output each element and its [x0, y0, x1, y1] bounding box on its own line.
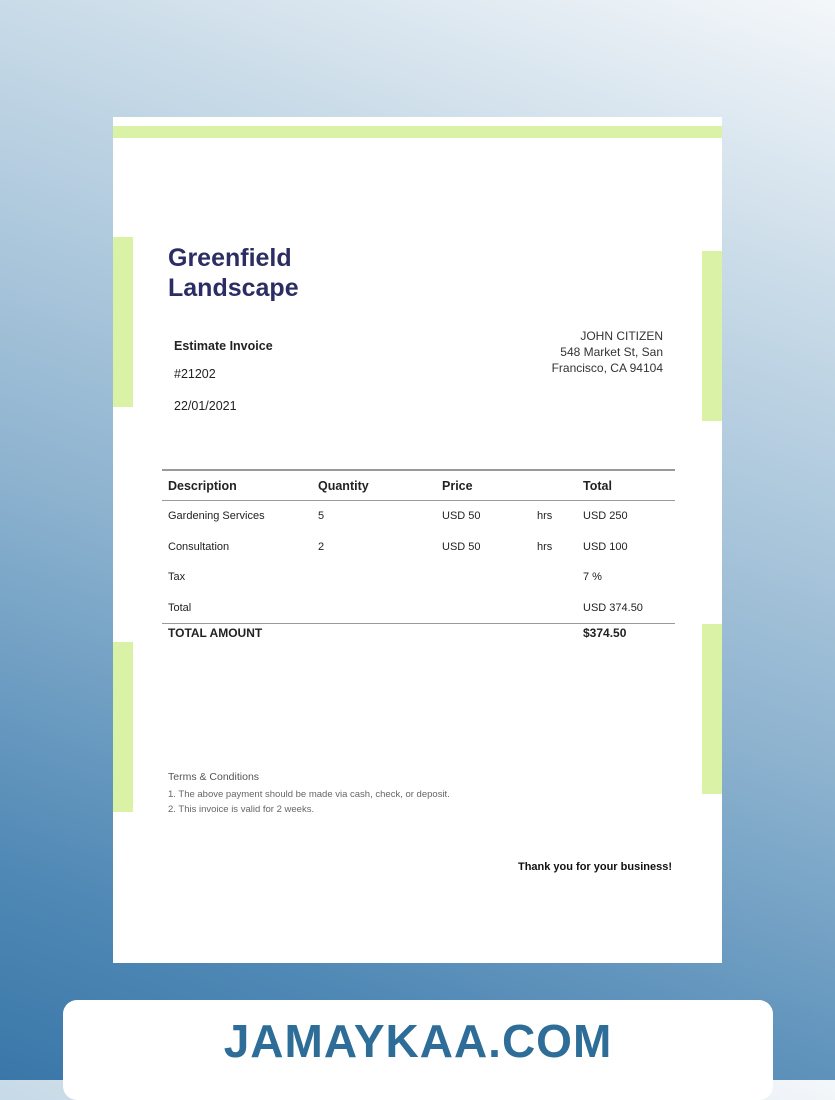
cell-description: Consultation	[168, 540, 230, 553]
cell-quantity	[312, 593, 436, 624]
cell-price	[436, 562, 531, 593]
cell-total: 7 %	[583, 571, 602, 584]
invoice-number: #21202	[174, 367, 216, 381]
thank-you-note: Thank you for your business!	[517, 861, 672, 873]
right-accent-bar-bottom	[702, 624, 722, 794]
cell-quantity: 2	[318, 540, 325, 553]
line-items-table-wrap	[162, 469, 675, 644]
client-address-line2: Francisco, CA 94104	[551, 361, 663, 375]
invoice-page	[113, 117, 722, 963]
table-row	[162, 562, 675, 593]
client-address-block	[443, 328, 663, 376]
company-name-line2: Landscape	[168, 274, 299, 302]
right-accent-bar-top	[702, 251, 722, 421]
invoice-date: 22/01/2021	[174, 399, 237, 413]
cell-unit	[531, 593, 577, 624]
total-amount-value: $374.50	[577, 624, 675, 645]
line-items-table	[162, 469, 675, 644]
total-amount-label: TOTAL AMOUNT	[162, 624, 577, 645]
cell-description: Tax	[168, 571, 186, 584]
client-address-line1: 548 Market St, San	[560, 345, 663, 359]
company-name-line1: Greenfield	[168, 244, 292, 272]
document-title: Estimate Invoice	[174, 339, 273, 353]
cell-quantity: 5	[318, 510, 325, 523]
cell-price: USD 50	[442, 540, 481, 553]
client-name: JOHN CITIZEN	[580, 329, 663, 343]
cell-description: Gardening Services	[168, 510, 265, 523]
table-row	[162, 593, 675, 624]
terms-heading: Terms & Conditions	[168, 771, 260, 783]
cell-unit: hrs	[537, 510, 553, 523]
column-header-unit	[531, 470, 577, 501]
left-accent-bar-top	[113, 237, 133, 407]
cell-unit	[531, 562, 577, 593]
watermark-banner	[63, 1000, 773, 1100]
cell-total: USD 250	[583, 510, 628, 523]
terms-item: 1. The above payment should be made via cash, check, or deposit.	[168, 789, 450, 800]
column-header-price: Price	[436, 470, 531, 501]
column-header-description: Description	[162, 470, 312, 501]
cell-quantity	[312, 562, 436, 593]
table-row	[162, 501, 675, 532]
watermark-text: JAMAYKAA.COM	[223, 1015, 613, 1067]
cell-total: USD 100	[583, 540, 628, 553]
left-accent-bar-bottom	[113, 642, 133, 812]
top-accent-bar	[113, 126, 722, 138]
company-name	[168, 243, 428, 303]
terms-item: 2. This invoice is valid for 2 weeks.	[168, 804, 315, 815]
total-amount-row	[162, 624, 675, 645]
cell-description: Total	[168, 601, 192, 614]
column-header-total: Total	[577, 470, 675, 501]
table-header-row	[162, 470, 675, 501]
cell-unit: hrs	[537, 540, 553, 553]
terms-block	[168, 771, 450, 817]
table-row	[162, 532, 675, 563]
cell-price	[436, 593, 531, 624]
cell-total: USD 374.50	[583, 601, 643, 614]
column-header-quantity: Quantity	[312, 470, 436, 501]
cell-price: USD 50	[442, 510, 481, 523]
